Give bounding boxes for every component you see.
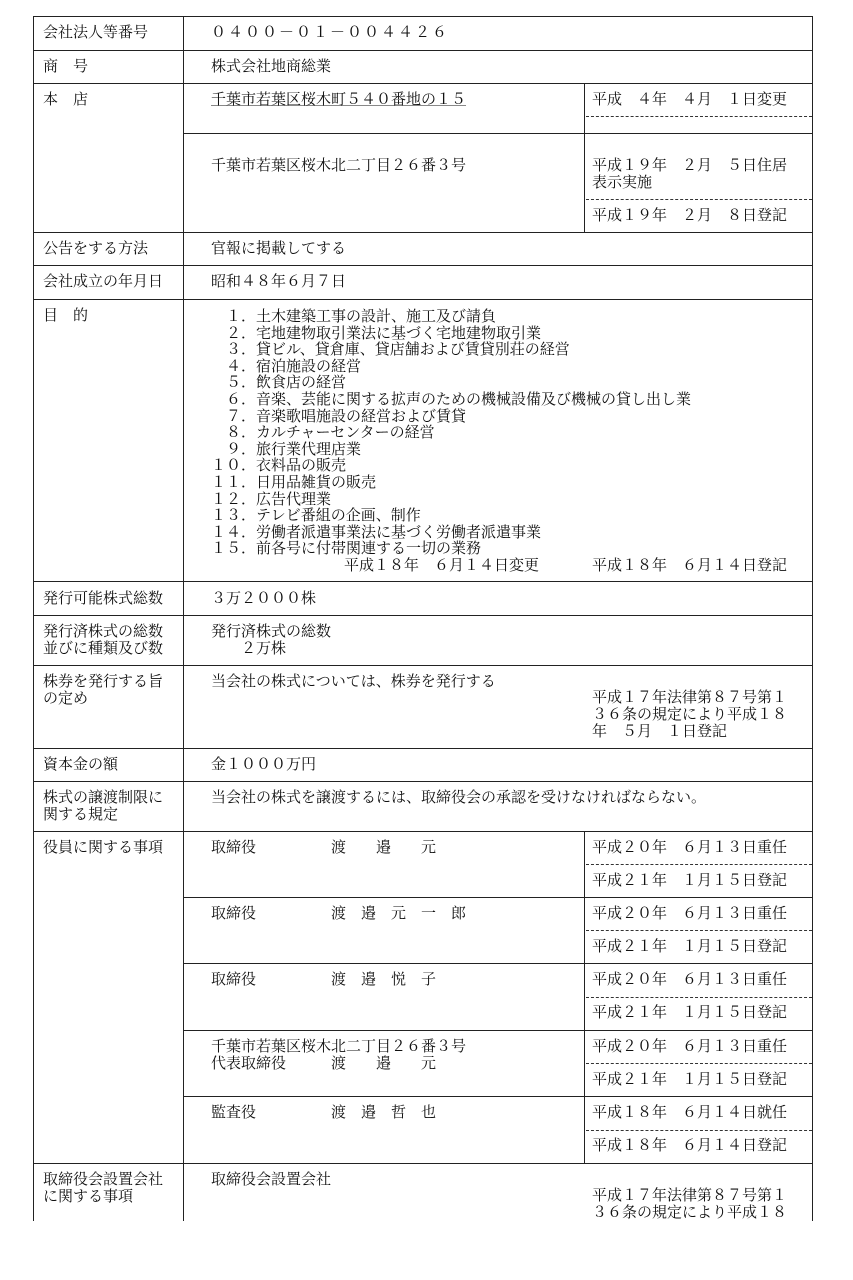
officers-label: 役員に関する事項 (43, 838, 164, 856)
rule (33, 16, 813, 17)
officer-registered-date: 平成２１年 １月１５日登記 (592, 871, 788, 889)
rule (584, 83, 585, 232)
head-office-register-date: 平成１９年 ２月 ８日登記 (592, 206, 788, 224)
rule (584, 831, 585, 1163)
purpose-item: １４．労働者派遣事業法に基づく労働者派遣事業 (211, 522, 542, 541)
certificates-label: 株券を発行する旨 の定め (43, 672, 164, 707)
purpose-item: １５．前各号に付帯関連する一切の業務 (211, 539, 482, 558)
rule (33, 299, 813, 300)
head-office-renumber-date: 平成１９年 ２月 ５日住居 表示実施 (592, 156, 788, 191)
board-value: 取締役会設置会社 (211, 1170, 332, 1188)
rule (33, 615, 813, 616)
rule (33, 781, 813, 782)
head-office-address-old: 千葉市若葉区桜木町５４０番地の１５ (211, 90, 467, 108)
officer-text: 千葉市若葉区桜木北二丁目２６番３号 代表取締役 渡 邉 元 (211, 1037, 467, 1072)
rule (33, 665, 813, 666)
rule (33, 581, 813, 582)
rule (183, 1096, 813, 1097)
officer-text: 取締役 渡 邉 元 (211, 838, 437, 856)
transfer-restriction-label: 株式の譲渡制限に 関する規定 (43, 788, 164, 823)
rule (33, 50, 813, 51)
purpose-item: ８．カルチャーセンターの経営 (211, 423, 435, 442)
purpose-list (211, 308, 691, 557)
purpose-item: ７．音楽歌唱施設の経営および賃貸 (211, 406, 467, 425)
purpose-item: １２．広告代理業 (211, 489, 332, 508)
officer-appointed-date: 平成２０年 ６月１３日重任 (592, 838, 788, 856)
purpose-item: １．土木建築工事の設計、施工及び請負 (211, 307, 497, 325)
head-office-address: 千葉市若葉区桜木北二丁目２６番３号 (211, 156, 467, 174)
rule (33, 831, 813, 832)
capital-value: 金１０００万円 (211, 755, 317, 773)
officer-text: 取締役 渡 邉 悦 子 (211, 970, 437, 988)
rule (183, 133, 813, 134)
purpose-item: ６．音楽、芸能に関する拡声のための機械設備及び機械の貸し出し業 (211, 389, 692, 408)
officer-registered-date: 平成２１年 １月１５日登記 (592, 937, 788, 955)
notice-method-value: 官報に掲載してする (211, 239, 347, 257)
issued-shares-value: 発行済株式の総数 ２万株 (211, 622, 332, 657)
head-office-change-date: 平成 ４年 ４月 １日変更 (592, 90, 788, 108)
transfer-restriction-value: 当会社の株式を譲渡するには、取締役会の承認を受けなければならない。 (211, 788, 707, 806)
board-note: 平成１７年法律第８７号第１ ３６条の規定により平成１８ (592, 1186, 788, 1221)
rule (812, 16, 813, 1221)
corp-number-label: 会社法人等番号 (43, 23, 149, 41)
authorized-shares-label: 発行可能株式総数 (43, 589, 164, 607)
board-label: 取締役会設置会社 に関する事項 (43, 1170, 164, 1205)
rule (33, 83, 813, 84)
officer-text: 取締役 渡 邉 元 一 郎 (211, 904, 467, 922)
issued-shares-label: 発行済株式の総数 並びに種類及び数 (43, 622, 164, 657)
dashed-rule (586, 199, 812, 200)
rule (33, 265, 813, 266)
officer-registered-date: 平成２１年 １月１５日登記 (592, 1070, 788, 1088)
officer-text: 監査役 渡 邉 哲 也 (211, 1103, 437, 1121)
dashed-rule (586, 997, 812, 998)
purpose-label: 目 的 (43, 306, 89, 324)
purpose-item: ２．宅地建物取引業法に基づく宅地建物取引業 (211, 323, 542, 342)
purpose-item: ４．宿泊施設の経営 (211, 356, 362, 375)
rule (33, 1163, 813, 1164)
certificates-note: 平成１７年法律第８７号第１ ３６条の規定により平成１８ 年 ５月 １日登記 (592, 688, 788, 740)
established-label: 会社成立の年月日 (43, 272, 164, 290)
dashed-rule (586, 1063, 812, 1064)
capital-label: 資本金の額 (43, 755, 119, 773)
certificates-value: 当会社の株式については、株券を発行する (211, 672, 496, 690)
officer-appointed-date: 平成２０年 ６月１３日重任 (592, 970, 788, 988)
rule (183, 963, 813, 964)
dashed-rule (586, 1130, 812, 1131)
rule (183, 16, 184, 1221)
officer-registered-date: 平成２１年 １月１５日登記 (592, 1003, 788, 1021)
rule (183, 897, 813, 898)
trade-name-value: 株式会社地商総業 (211, 57, 332, 75)
officer-registered-date: 平成１８年 ６月１４日登記 (592, 1136, 788, 1154)
rule (33, 748, 813, 749)
head-office-label: 本 店 (43, 90, 89, 108)
rule (183, 1030, 813, 1031)
purpose-registered-date: 平成１８年 ６月１４日登記 (592, 556, 788, 574)
trade-name-label: 商 号 (43, 57, 89, 75)
officer-appointed-date: 平成１８年 ６月１４日就任 (592, 1103, 788, 1121)
purpose-item: １１．日用品雑貨の販売 (211, 472, 377, 491)
established-value: 昭和４８年６月７日 (211, 272, 347, 290)
dashed-rule (586, 116, 812, 117)
dashed-rule (586, 864, 812, 865)
corp-number-value: ０４００－０１－００４４２６ (211, 23, 450, 41)
rule (33, 16, 34, 1221)
purpose-item: ９．旅行業代理店業 (211, 439, 362, 458)
rule (33, 232, 813, 233)
dashed-rule (586, 930, 812, 931)
purpose-item: ３．貸ビル、貸倉庫、貸店舗および賃貸別荘の経営 (211, 340, 570, 359)
officer-appointed-date: 平成２０年 ６月１３日重任 (592, 904, 788, 922)
authorized-shares-value: ３万２０００株 (211, 589, 317, 607)
purpose-item: ５．飲食店の経営 (211, 373, 347, 392)
purpose-item: １３．テレビ番組の企画、制作 (211, 506, 421, 525)
officer-appointed-date: 平成２０年 ６月１３日重任 (592, 1037, 788, 1055)
notice-method-label: 公告をする方法 (43, 239, 149, 257)
purpose-changed-date: 平成１８年 ６月１４日変更 (344, 556, 540, 574)
purpose-item: １０．衣料品の販売 (211, 456, 347, 475)
